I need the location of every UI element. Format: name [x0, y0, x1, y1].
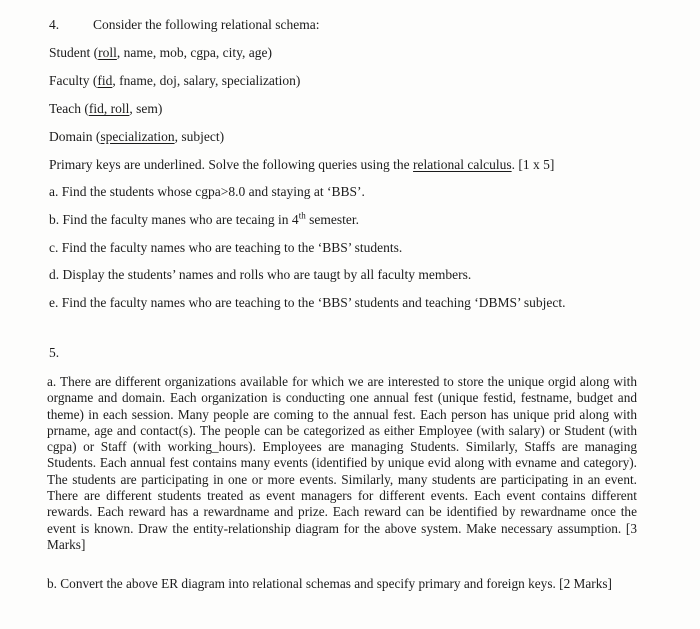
schema-domain: Domain (specialization, subject) — [49, 129, 225, 144]
primary-key: specialization — [100, 129, 175, 144]
schema-faculty: Faculty (fid, fname, doj, salary, specialization) — [49, 73, 301, 88]
relational-calculus-term: relational calculus — [413, 157, 512, 172]
schema-teach: Teach (fid, roll, sem) — [49, 101, 163, 116]
query-d: d. Display the students’ names and rolls who are taugt by all faculty members. — [49, 267, 472, 282]
question-5a-text: a. There are different organizations available for which we are interested to store the unique orgid along with orgname and domain. Each organization is conducting one annual fest (unique festid, festname, budget and theme) in each session. Many people are coming to the annual fest. Each person has unique prid along with prname, age and contact(s). The people can be categorized as either Employee (with salary) or Student (with cgpa) or Staff (with working_hours). Employees are managing Students. Similarly, Staffs are managing Students. Each annual fest contains many events (identified by unique evid along with evname and category). The students are participating in one or more events. Similarly, many students are participating in an event. There are different students treated as event managers for different events. Each event contains different rewards. Each reward has a rewardname and prize. Each reward can be identified by rewardname once the event is known. Draw the entity-relationship diagram for the above system. Make necessary assumption. [3 Marks] — [47, 374, 637, 552]
query-a: a. Find the students whose cgpa>8.0 and staying at ‘BBS’. — [49, 184, 365, 199]
primary-key: fid, roll — [88, 101, 130, 116]
question-5-number: 5. — [49, 345, 60, 360]
query-b: b. Find the faculty manes who are tecaing in 4th semester. — [49, 210, 359, 227]
schema-student: Student (roll, name, mob, cgpa, city, age) — [49, 45, 272, 60]
question-4-number: 4. — [49, 17, 60, 32]
query-c: c. Find the faculty names who are teaching to the ‘BBS’ students. — [49, 240, 403, 255]
primary-key: roll — [98, 45, 117, 60]
question-4-intro: Consider the following relational schema: — [93, 17, 320, 32]
primary-key: fid — [97, 73, 113, 88]
query-e: e. Find the faculty names who are teaching to the ‘BBS’ students and teaching ‘DBMS’ subject. — [49, 295, 566, 310]
question-5b-text: b. Convert the above ER diagram into relational schemas and specify primary and foreign keys. [2 Marks] — [47, 576, 612, 591]
question-4-instruction: Primary keys are underlined. Solve the following queries using the relational calculus. [1 x 5] — [49, 157, 555, 172]
